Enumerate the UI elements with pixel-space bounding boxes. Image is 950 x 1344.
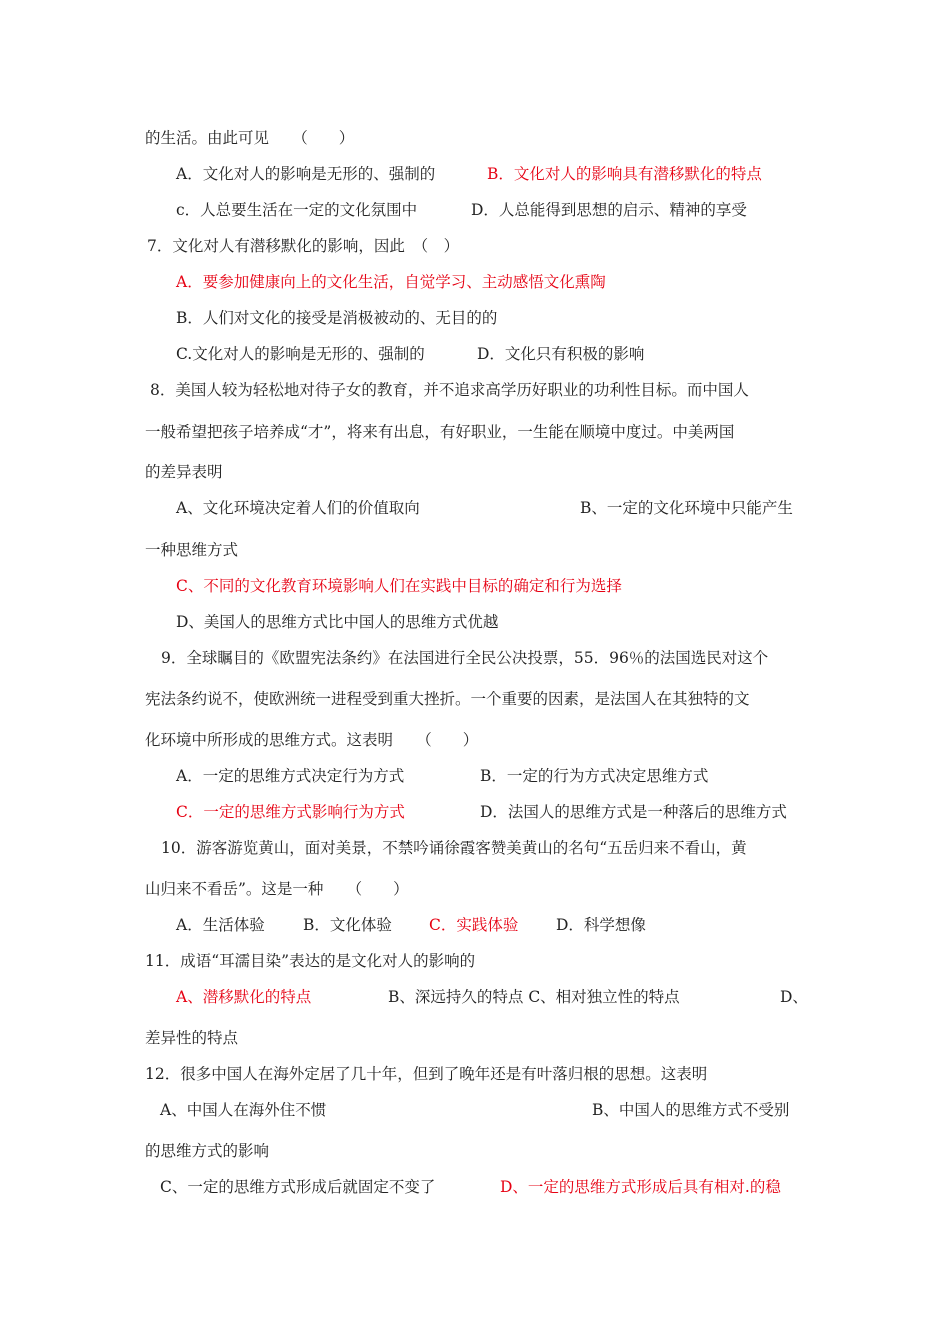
text-line: 山归来不看岳”。这是一种 （ ） (145, 880, 409, 898)
option-a: A、文化环境决定着人们的价值取向 (176, 499, 420, 517)
option-b: B、一定的文化环境中只能产生 (580, 499, 793, 517)
option-a: A．一定的思维方式决定行为方式 (176, 767, 405, 785)
option-d: D．科学想像 (556, 916, 646, 934)
text-line: 一种思维方式 (145, 541, 239, 559)
option-b: B．一定的行为方式决定思维方式 (480, 767, 709, 785)
text-line: 的思维方式的影响 (145, 1142, 270, 1160)
question-9: 9．全球瞩目的《欧盟宪法条约》在法国进行全民公决投票，55．96％的法国选民对这个 (161, 649, 769, 667)
option-c: C、一定的思维方式形成后就固定不变了 (160, 1178, 436, 1196)
answer-option-c: C．一定的思维方式影响行为方式 (176, 803, 405, 821)
answer-option-d: D、一定的思维方式形成后具有相对.的稳 (500, 1178, 781, 1196)
option-c: c．人总要生活在一定的文化氛围中 (176, 201, 418, 219)
option-d: D．人总能得到思想的启示、精神的享受 (471, 201, 747, 219)
text-line: 的生活。由此可见 （ ） (145, 129, 355, 147)
option-b: B．文化体验 (303, 916, 392, 934)
option-d: D、 (780, 988, 808, 1006)
question-10: 10．游客游览黄山，面对美景，不禁吟诵徐霞客赞美黄山的名句“五岳归来不看山，黄 (161, 839, 747, 857)
question-12: 12．很多中国人在海外定居了几十年，但到了晚年还是有叶落归根的思想。这表明 (145, 1065, 708, 1083)
answer-option-a: A．要参加健康向上的文化生活，自觉学习、主动感悟文化熏陶 (176, 273, 606, 291)
option-d: D．法国人的思维方式是一种落后的思维方式 (480, 803, 787, 821)
option-b-c: B、深远持久的特点 C、相对独立性的特点 (388, 988, 680, 1006)
option-b: B、中国人的思维方式不受别 (592, 1101, 790, 1119)
answer-option-a: A、潜移默化的特点 (176, 988, 312, 1006)
answer-option-c: C、不同的文化教育环境影响人们在实践中目标的确定和行为选择 (176, 577, 622, 595)
option-a: A、中国人在海外住不惯 (160, 1101, 327, 1119)
option-a: A．生活体验 (176, 916, 265, 934)
question-11: 11．成语“耳濡目染”表达的是文化对人的影响的 (145, 952, 476, 970)
question-7: 7．文化对人有潜移默化的影响，因此 （ ） (147, 237, 460, 255)
text-line: 化环境中所形成的思维方式。这表明 （ ） (145, 731, 479, 749)
option-d: D、美国人的思维方式比中国人的思维方式优越 (176, 613, 499, 631)
option-d: D．文化只有积极的影响 (477, 345, 645, 363)
text-line: 一般希望把孩子培养成“才”，将来有出息，有好职业，一生能在顺境中度过。中美两国 (145, 423, 735, 441)
text-line: 宪法条约说不，使欧洲统一进程受到重大挫折。一个重要的因素，是法国人在其独特的文 (145, 690, 750, 708)
answer-option-c: C．实践体验 (429, 916, 519, 934)
option-c: C.文化对人的影响是无形的、强制的 (176, 345, 425, 363)
question-8: 8．美国人较为轻松地对待子女的教育，并不追求高学历好职业的功利性目标。而中国人 (150, 381, 749, 399)
option-a: A．文化对人的影响是无形的、强制的 (176, 165, 436, 183)
answer-option-b: B．文化对人的影响具有潜移默化的特点 (487, 165, 762, 183)
option-b: B．人们对文化的接受是消极被动的、无目的的 (176, 309, 498, 327)
text-line: 差异性的特点 (145, 1029, 239, 1047)
text-line: 的差异表明 (145, 463, 223, 481)
